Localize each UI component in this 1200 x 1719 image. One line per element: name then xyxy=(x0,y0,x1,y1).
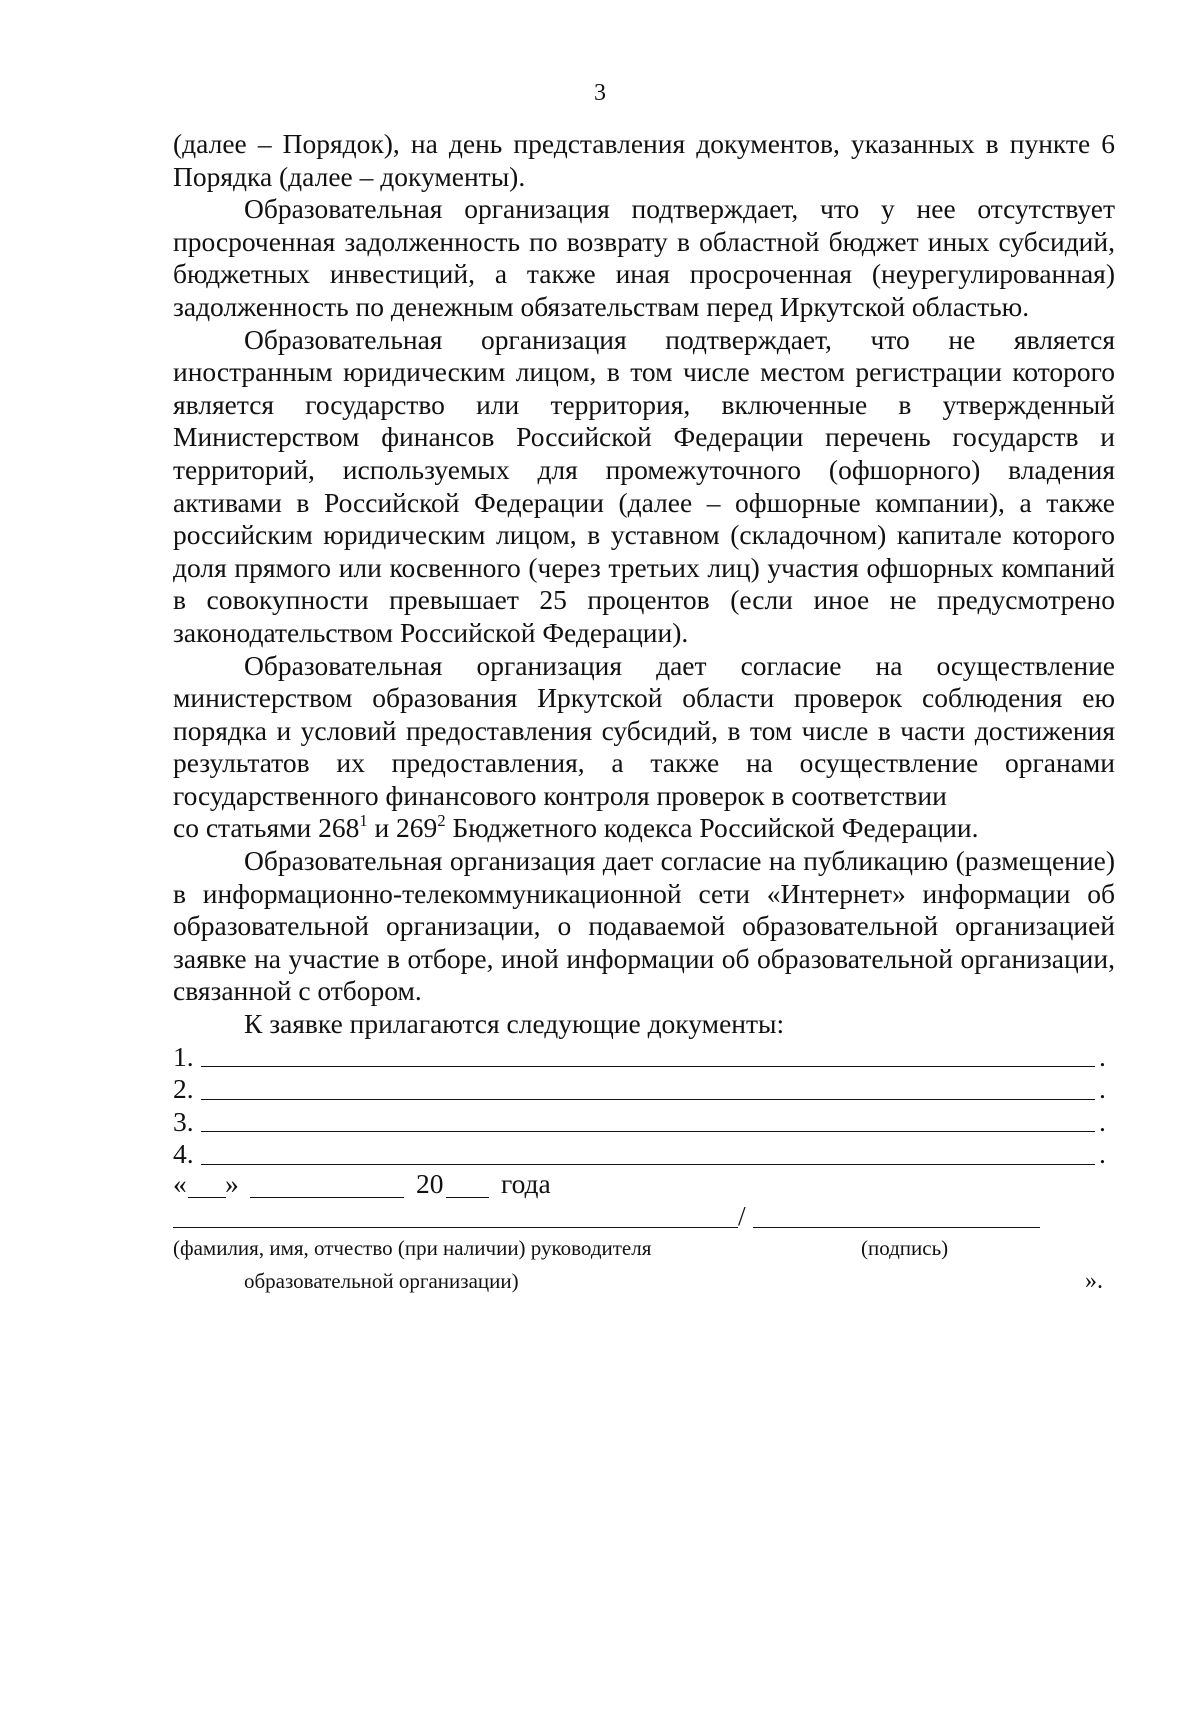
statute-sup-2: 2 xyxy=(437,811,446,831)
date-open-quote: « xyxy=(173,1168,187,1200)
attachment-end: . xyxy=(1099,1105,1106,1137)
attachment-number: 2. xyxy=(173,1073,194,1105)
date-close-quote: » xyxy=(225,1168,239,1200)
attachment-row-1 xyxy=(173,1041,1115,1074)
attachment-row-2 xyxy=(173,1073,1115,1106)
day-blank[interactable] xyxy=(188,1197,226,1198)
name-caption: (фамилия, имя, отчество (при наличии) руководителя xyxy=(173,1236,652,1260)
paragraph-consent-publication: Образовательная организация дает согласие на публикацию (размещение) в информационно-телекоммуникационной сети «Интернет» информации об образовательной организации, о подаваемой образовательной организацией заявке на участие в отборе, иной информации об образовательной организации, связанной с отбором. xyxy=(173,845,1115,1007)
paragraph-continuation: (далее – Порядок), на день представления документов, указанных в пункте 6 Порядка (далее – документы). xyxy=(173,128,1115,192)
attachments-list xyxy=(173,1041,1115,1171)
statute-line xyxy=(173,812,1115,845)
page-number: 3 xyxy=(594,80,606,106)
paragraph-consent-inspection: Образовательная организация дает согласие на осуществление министерством образования Иркутской области проверок соблюдения ею порядка и условий предоставления субсидий, в том числе в части достижения результатов их предоставления, а также на осуществление органами государственного финансового контроля проверок в соответствии xyxy=(173,649,1115,811)
attachment-end: . xyxy=(1099,1073,1106,1105)
closing-quote: ». xyxy=(1085,1268,1103,1294)
statute-text-2: и 269 xyxy=(367,812,438,844)
attachment-row-3 xyxy=(173,1106,1115,1139)
name-caption-continued: образовательной организации) xyxy=(244,1269,519,1293)
attachment-number: 1. xyxy=(173,1040,194,1072)
attachment-blank-line[interactable] xyxy=(201,1066,1095,1067)
attachment-row-4 xyxy=(173,1138,1115,1171)
paragraph-not-offshore: Образовательная организация подтверждает, что не является иностранным юридическим лицом, в том числе местом регистрации которого является государство или территория, включенные в утвержденный Министерством финансов Российской Федерации перечень государств и территорий, используемых для промежуточного (офшорного) владения активами в Российской Федерации (далее – офшорные компании), а также российским юридическим лицом, в уставном (складочном) капитале которого доля прямого или косвенного (через третьих лиц) участия офшорных компаний в совокупности превышает 25 процентов (если иное не предусмотрено законодательством Российской Федерации). xyxy=(173,323,1115,648)
signature-block xyxy=(173,1200,1115,1325)
signature-blank-line[interactable] xyxy=(753,1227,1040,1228)
statute-text-1: со статьями 268 xyxy=(173,812,360,844)
month-blank[interactable] xyxy=(250,1197,404,1198)
attachment-blank-line[interactable] xyxy=(201,1099,1095,1100)
attachment-number: 4. xyxy=(173,1138,194,1170)
document-body xyxy=(173,128,1115,1325)
signature-caption: (подпись) xyxy=(861,1236,949,1260)
attachment-end: . xyxy=(1099,1138,1106,1170)
signature-separator: / xyxy=(738,1200,746,1231)
attachment-number: 3. xyxy=(173,1105,194,1137)
year-blank[interactable] xyxy=(446,1197,489,1198)
attachment-end: . xyxy=(1099,1040,1106,1072)
attachments-intro: К заявке прилагаются следующие документы: xyxy=(244,1008,785,1040)
statute-sup-1: 1 xyxy=(359,811,368,831)
statute-text-3: Бюджетного кодекса Российской Федерации. xyxy=(445,812,979,844)
name-blank-line[interactable] xyxy=(173,1227,738,1228)
attachment-blank-line[interactable] xyxy=(201,1131,1095,1132)
year-suffix: года xyxy=(501,1168,551,1200)
attachment-blank-line[interactable] xyxy=(201,1164,1095,1165)
paragraph-no-debt: Образовательная организация подтверждает, что у нее отсутствует просроченная задолженность по возврату в областной бюджет иных субсидий, бюджетных инвестиций, а также иная просроченная (неурегулированная) задолженность по денежным обязательствам перед Иркутской областью. xyxy=(173,193,1115,322)
year-prefix: 20 xyxy=(416,1168,444,1200)
date-line xyxy=(173,1168,1115,1205)
